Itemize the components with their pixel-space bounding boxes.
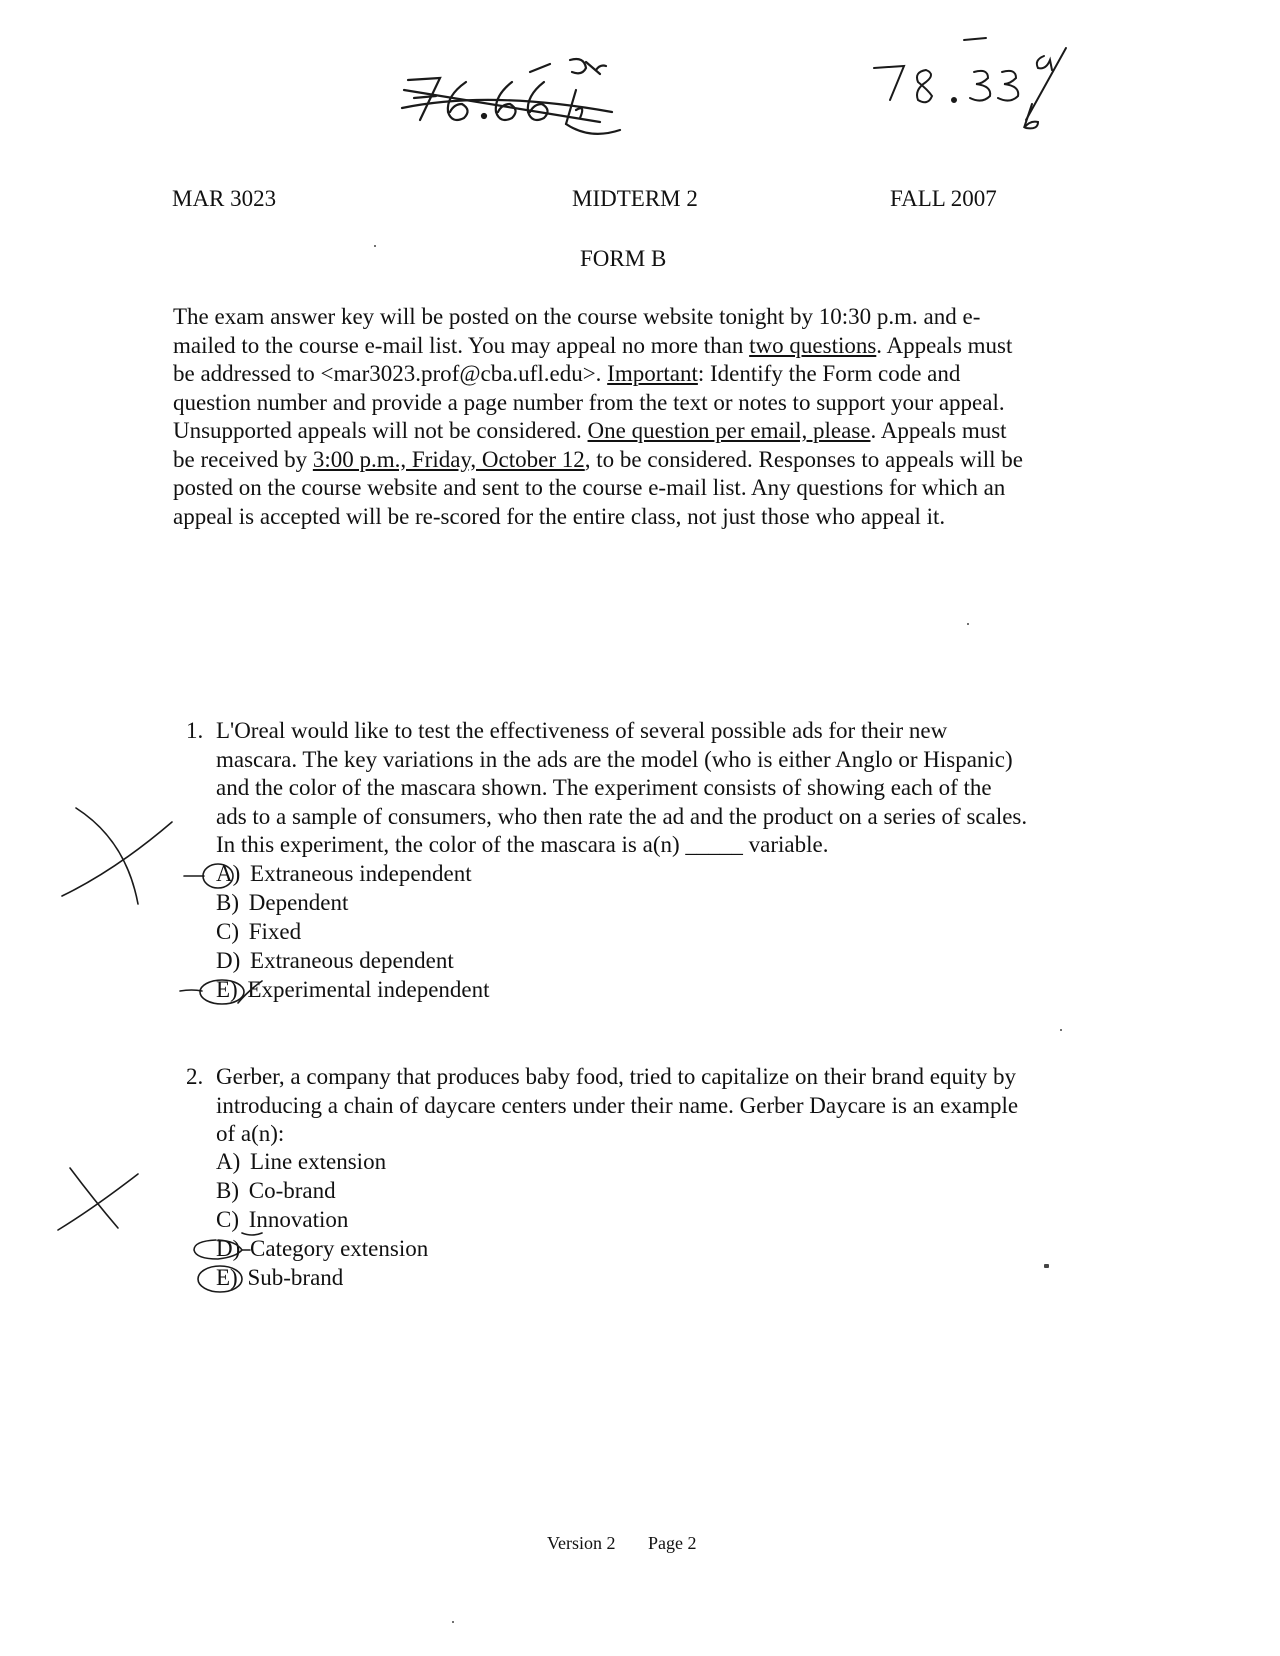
option-letter: D) — [216, 1236, 241, 1261]
form-code: FORM B — [580, 246, 667, 271]
instructions-line — [173, 360, 1113, 389]
question-1-stem — [216, 717, 1156, 860]
scan-speck — [1044, 1264, 1049, 1268]
instructions-line: question number and provide a page number from the text or notes to support your appeal. — [173, 389, 1005, 415]
crossed-out-grade-mark — [400, 50, 640, 150]
exam-title: MIDTERM 2 — [572, 186, 698, 211]
option-letter: E) — [216, 977, 238, 1002]
answer-circle-e — [178, 975, 268, 1009]
question-line: ads to a sample of consumers, who then rate the ad and the product on a series of scales. — [216, 803, 1028, 829]
instructions-text: , to be considered. Responses to appeals will be — [584, 446, 1023, 472]
instructions-text: . Appeals must — [870, 418, 1007, 443]
scan-speck — [452, 1621, 454, 1623]
q2-option-c[interactable] — [216, 1207, 348, 1233]
option-letter: A) — [216, 861, 241, 886]
option-letter: B) — [216, 1178, 239, 1203]
instructions-underlined: 3:00 p.m., Friday, October 12 — [312, 446, 585, 472]
footer-version: Version 2 — [547, 1533, 616, 1553]
instructions-text: : Identify the Form code and — [697, 361, 961, 386]
question-1-number: 1. — [186, 718, 204, 743]
instructions-line — [173, 417, 1113, 446]
instructions-text: . Appeals must — [876, 332, 1013, 358]
footer-page-number: Page 2 — [648, 1533, 697, 1553]
option-letter: B) — [216, 890, 239, 915]
scan-speck — [374, 245, 376, 247]
question-line: introducing a chain of daycare centers under their name. Gerber Daycare is an example — [216, 1092, 1019, 1118]
question-line: Gerber, a company that produces baby food, tried to capitalize on their brand equity by — [216, 1064, 1016, 1089]
option-text: Dependent — [248, 890, 349, 915]
final-grade-mark — [870, 30, 1100, 140]
instructions-text: mailed to the course e-mail list. You may appeal no more than — [173, 332, 750, 358]
option-text: Experimental independent — [247, 977, 490, 1002]
question-line: of a(n): — [216, 1121, 285, 1146]
wrong-answer-x-mark — [54, 1160, 144, 1240]
instructions-text: be received by — [173, 446, 313, 472]
option-text: Extraneous independent — [250, 861, 472, 886]
instructions-line — [173, 332, 1113, 361]
instructions-underlined: Important — [607, 361, 698, 386]
question-line: mascara. The key variations in the ads are the model (who is either Anglo or Hispanic) — [216, 746, 1013, 772]
q1-option-c[interactable] — [216, 919, 301, 945]
instructions-text: be addressed to <mar3023.prof@cba.ufl.edu>. — [173, 361, 608, 386]
question-2-number: 2. — [186, 1064, 204, 1089]
answer-circle-d — [190, 1235, 260, 1265]
course-code: MAR 3023 — [172, 186, 277, 211]
q1-option-a[interactable] — [216, 861, 472, 887]
option-text: Innovation — [248, 1207, 349, 1232]
exam-term: FALL 2007 — [890, 186, 997, 211]
q1-option-b[interactable] — [216, 890, 348, 916]
option-text: Extraneous dependent — [250, 948, 454, 973]
answer-circle-e — [192, 1262, 252, 1296]
instructions-line: The exam answer key will be posted on the course website tonight by 10:30 p.m. and e- — [173, 304, 981, 329]
instructions-line — [173, 446, 1113, 475]
option-text: Line extension — [250, 1149, 387, 1174]
question-line: In this experiment, the color of the mascara is a(n) _____ variable. — [216, 832, 829, 857]
option-text: Sub-brand — [247, 1265, 344, 1290]
q1-option-d[interactable] — [216, 948, 454, 974]
question-line: and the color of the mascara shown. The experiment consists of showing each of the — [216, 775, 992, 800]
wrong-answer-x-mark — [56, 800, 176, 910]
q2-option-a[interactable] — [216, 1149, 386, 1175]
option-letter: D) — [216, 948, 241, 973]
option-letter: A) — [216, 1149, 241, 1174]
option-text: Fixed — [248, 919, 302, 944]
instructions-line: appeal is accepted will be re-scored for the entire class, not just those who appeal it. — [173, 503, 946, 529]
option-letter: E) — [216, 1265, 238, 1290]
question-line: L'Oreal would like to test the effectiveness of several possible ads for their new — [216, 718, 948, 743]
answer-circle-a — [182, 860, 252, 892]
instructions-line: posted on the course website and sent to the course e-mail list. Any questions for which an — [173, 475, 1006, 500]
option-text: Co-brand — [248, 1178, 336, 1203]
option-letter: C) — [216, 1207, 239, 1232]
instructions-underlined: One question per email, please — [587, 418, 871, 443]
question-2-stem — [216, 1063, 1156, 1149]
instructions-paragraph — [173, 303, 1113, 531]
scan-speck — [1060, 1029, 1062, 1031]
scan-speck — [967, 623, 969, 625]
q2-option-b[interactable] — [216, 1178, 336, 1204]
instructions-text: Unsupported appeals will not be considered. — [173, 418, 588, 443]
option-text: Category extension — [250, 1236, 429, 1261]
option-letter: C) — [216, 919, 239, 944]
instructions-underlined: two questions — [749, 332, 877, 358]
